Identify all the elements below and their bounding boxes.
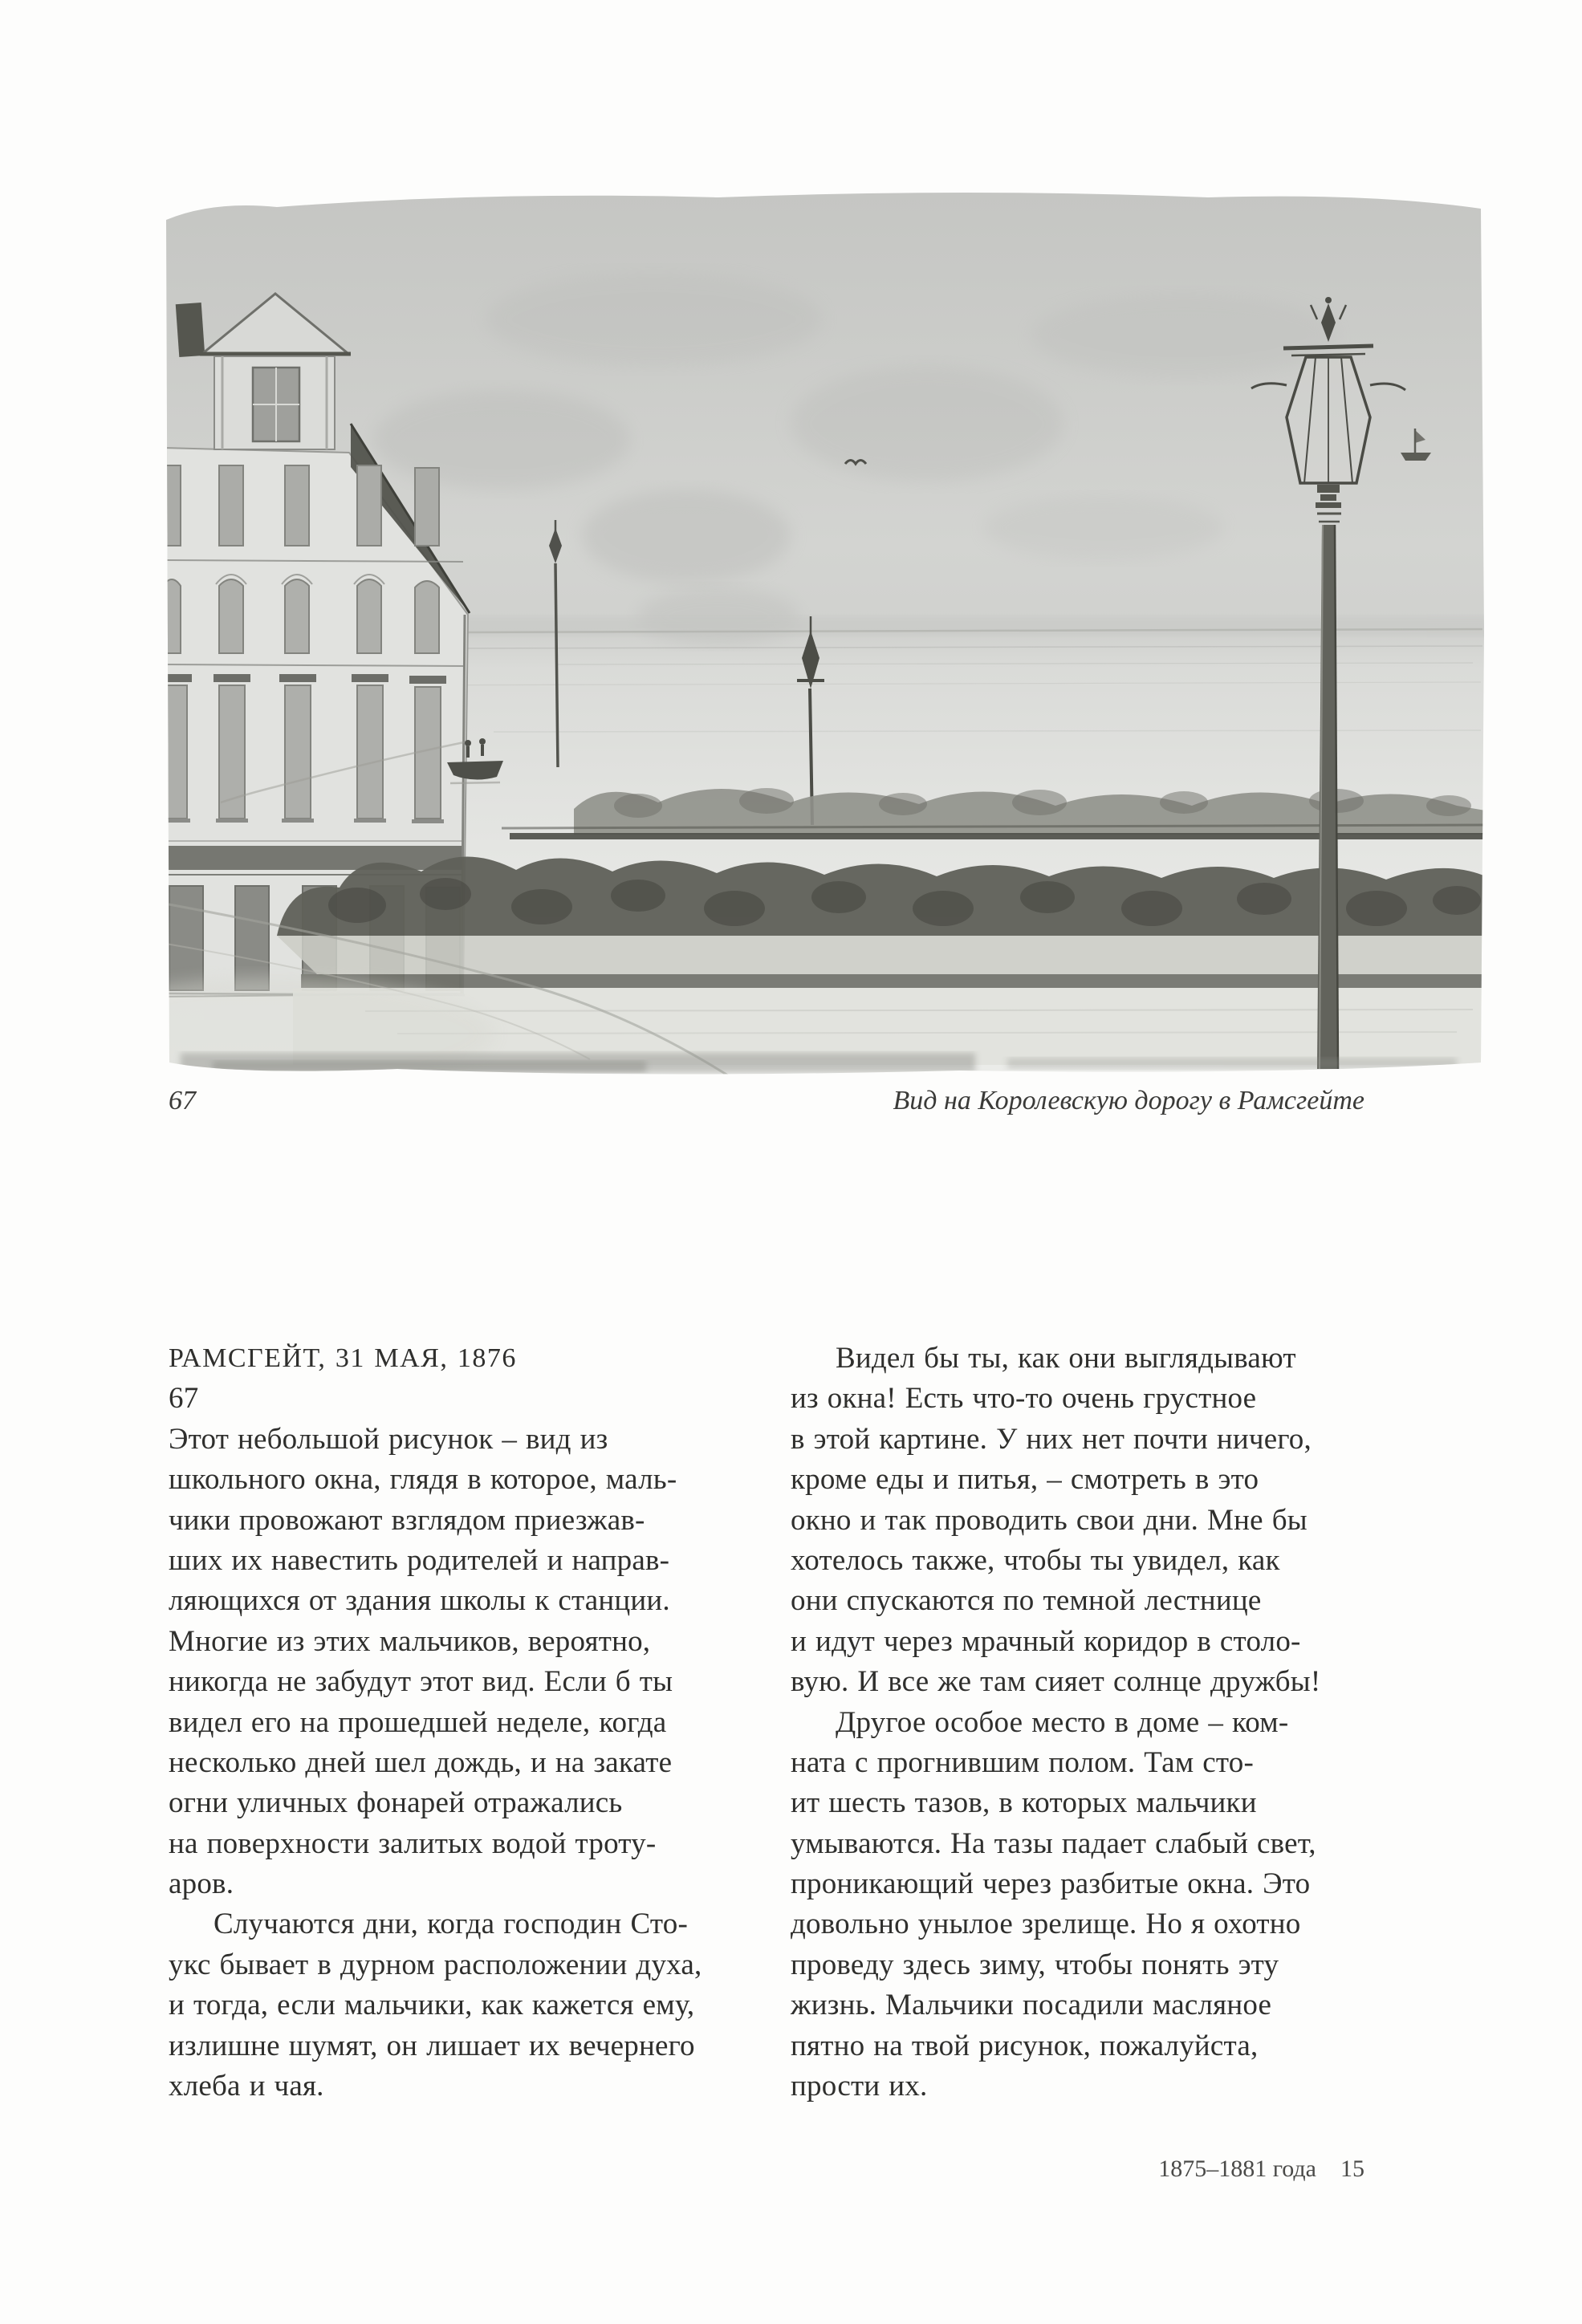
text-line: укс бывает в дурном расположении духа, <box>169 1948 702 1981</box>
text-line: прости их. <box>791 2070 928 2103</box>
text-line: огни уличных фонарей отражались <box>169 1786 623 1820</box>
text-line: видел его на прошедшей неделе, когда <box>169 1705 667 1739</box>
text-line: умываются. На тазы падает слабый свет, <box>791 1826 1316 1860</box>
text-line: и идут через мрачный коридор в столо- <box>791 1624 1301 1658</box>
text-line: и тогда, если мальчики, как кажется ему, <box>169 1989 695 2022</box>
text-line: РАМСГЕЙТ, 31 МАЯ, 1876 <box>169 1343 517 1373</box>
text-line: ит шесть тазов, в которых мальчики <box>791 1786 1257 1820</box>
page-footer <box>169 2154 1364 2184</box>
text-line: школьного окна, глядя в которое, маль- <box>169 1463 677 1497</box>
text-line: окно и так проводить свои дни. Мне бы <box>791 1503 1307 1537</box>
artwork-figure <box>157 183 1490 1083</box>
artwork-sketch <box>157 183 1490 1083</box>
footer-dates: 1875–1881 года <box>1158 2155 1316 2182</box>
text-line: они спускаются по темной лестнице <box>791 1584 1262 1618</box>
text-line: жизнь. Мальчики посадили масляное <box>791 1989 1272 2022</box>
caption-number: 67 <box>169 1086 196 1115</box>
footer-page-number: 15 <box>1340 2155 1364 2182</box>
text-line: чики провожают взглядом приезжав- <box>169 1503 645 1537</box>
text-line: ната с прогнившим полом. Там сто- <box>791 1745 1255 1779</box>
text-line: излишне шумят, он лишает их вечернего <box>169 2029 695 2062</box>
text-line: Многие из этих мальчиков, вероятно, <box>169 1624 651 1658</box>
text-line: в этой картине. У них нет почти ничего, <box>791 1422 1312 1456</box>
text-line: пятно на твой рисунок, пожалуйста, <box>791 2029 1259 2062</box>
text-line: никогда не забудут этот вид. Если б ты <box>169 1665 673 1699</box>
text-line: аров. <box>169 1867 234 1901</box>
caption-row <box>169 1083 1364 1119</box>
text-line: Видел бы ты, как они выглядывают <box>836 1342 1296 1375</box>
text-line: несколько дней шел дождь, и на закате <box>169 1745 673 1779</box>
text-line: Случаются дни, когда господин Сто- <box>214 1908 688 1941</box>
text-line: вую. И все же там сияет солнце дружбы! <box>791 1665 1321 1699</box>
text-line: кроме еды и питья, – смотреть в это <box>791 1463 1259 1497</box>
text-line: хотелось также, чтобы ты увидел, как <box>791 1543 1280 1577</box>
text-line: 67 <box>169 1382 199 1416</box>
text-line: довольно унылое зрелище. Но я охотно <box>791 1908 1301 1941</box>
chimney <box>176 303 205 357</box>
text-line: Другое особое место в доме – ком- <box>836 1705 1289 1739</box>
caption-title: Вид на Королевскую дорогу в Рамсгейте <box>893 1086 1364 1115</box>
column-right <box>791 1339 1364 2107</box>
text-line: проведу здесь зиму, чтобы понять эту <box>791 1948 1279 1981</box>
text-line: ших их навестить родителей и направ- <box>169 1543 670 1577</box>
balcony-band <box>161 846 463 870</box>
letter-text <box>169 1339 1364 2107</box>
column-left <box>169 1339 742 2107</box>
text-line: ляющихся от здания школы к станции. <box>169 1584 670 1618</box>
text-line: проникающий через разбитые окна. Это <box>791 1867 1311 1901</box>
text-line: из окна! Есть что-то очень грустное <box>791 1382 1257 1416</box>
text-line: хлеба и чая. <box>169 2070 324 2103</box>
text-line: Этот небольшой рисунок – вид из <box>169 1422 608 1456</box>
text-line: на поверхности залитых водой троту- <box>169 1826 657 1860</box>
